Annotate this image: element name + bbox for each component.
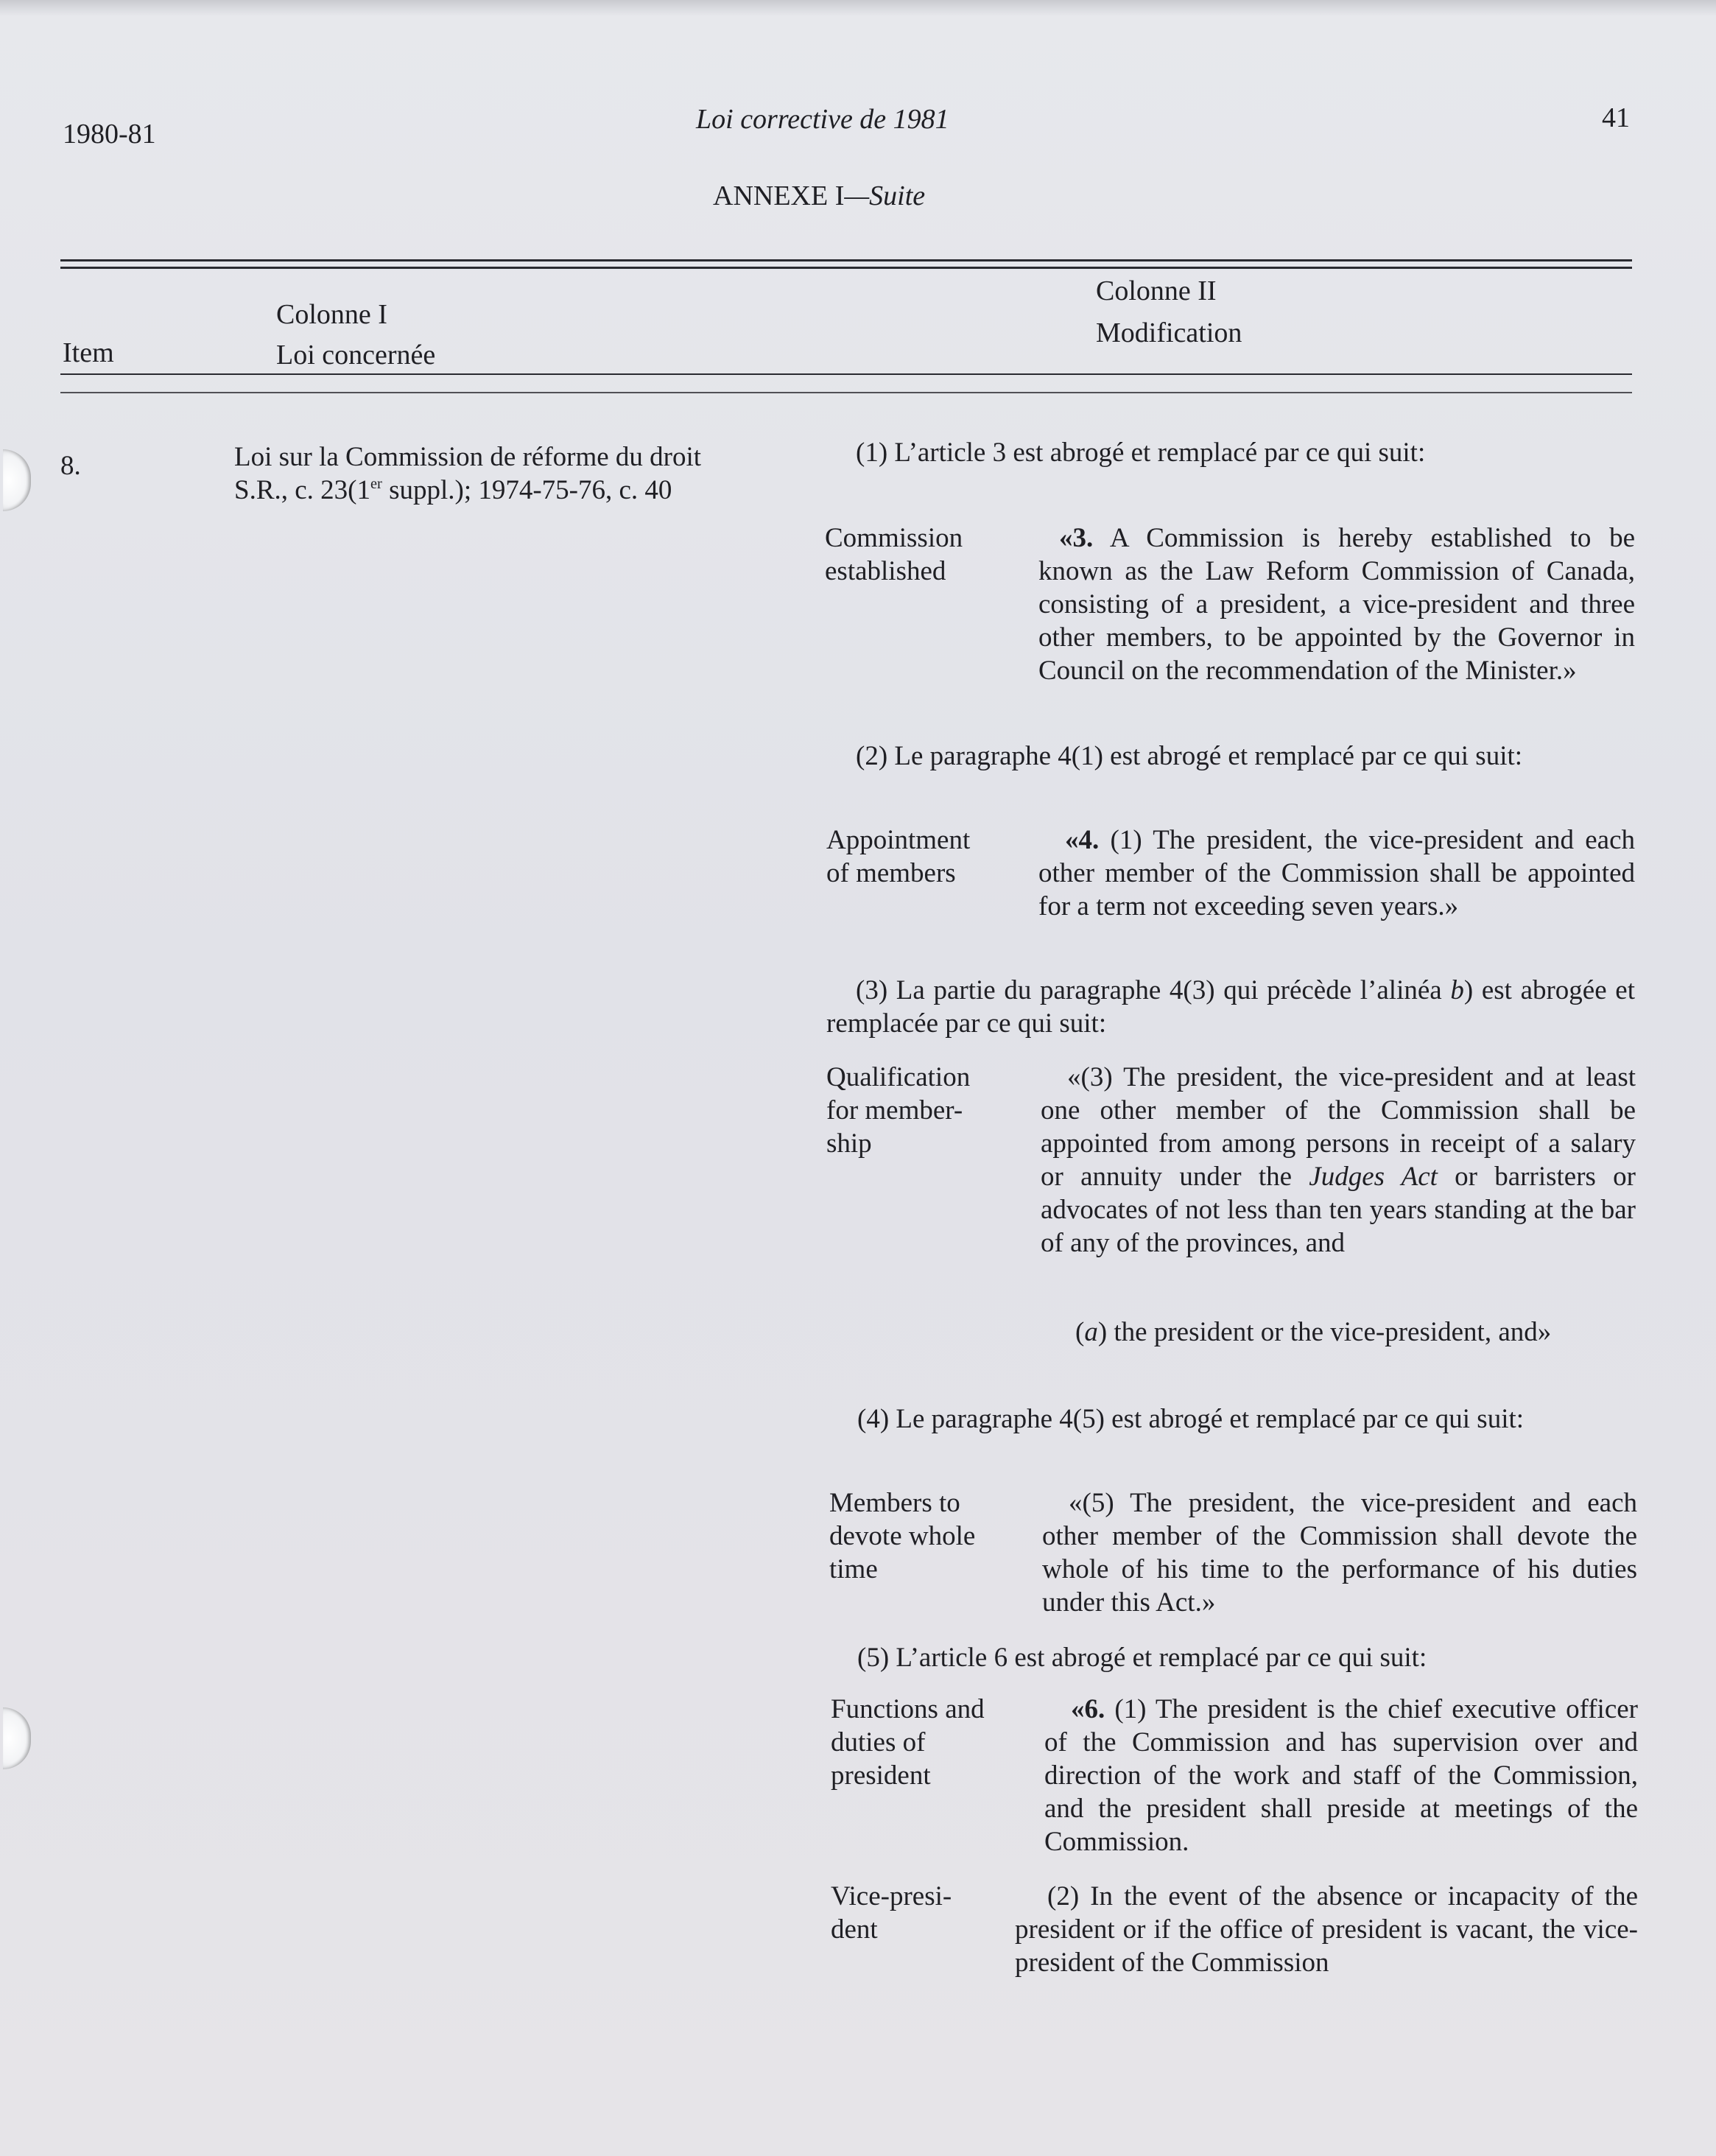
amendment-3-intro-after: ) est abrogée et remplacée par ce qui suit: [826, 975, 1635, 1039]
item-number: 8. [60, 451, 81, 481]
binder-hole-top [3, 449, 31, 511]
amendment-3-intro-italic: b [1450, 975, 1464, 1005]
amendment-5-text [1044, 1693, 1638, 1858]
amendment-2-intro: (2) Le paragraphe 4(1) est abrogé et remplacé par ce qui suit: [856, 741, 1523, 771]
column-header-col2-name: Modification [1096, 317, 1242, 348]
amendment-1-intro: (1) L’article 3 est abrogé et remplacé par ce qui suit: [856, 438, 1426, 468]
amendment-6-note: Vice-presi- dent [831, 1881, 952, 1945]
page-top-edge [0, 0, 1716, 16]
amendment-4-text: «(5) The president, the vice-president and each other member of the Commission shall devote the whole of his time to the performance of his duties under this Act.» [1042, 1488, 1637, 1618]
binder-hole-bottom [3, 1707, 31, 1769]
amendment-4-note: Members to devote whole time [829, 1488, 976, 1584]
amendment-1-text [1038, 522, 1635, 687]
amendment-2-note: Appointment of members [826, 825, 971, 888]
schedule-title-suffix: —Suite [844, 180, 926, 211]
amendment-2-body: (1) The president, the vice-president and each other member of the Commission shall be appointed for a term not exceeding seven years.» [1038, 825, 1635, 921]
item-citation [234, 474, 794, 507]
column-header-col1-name: Loi concernée [276, 340, 436, 371]
amendment-3-note: Qualification for member- ship [826, 1062, 971, 1159]
amendment-2-lead: «4. [1065, 825, 1100, 855]
item-act [234, 440, 794, 507]
amendment-5-note: Functions and duties of president [831, 1694, 985, 1791]
header-year: 1980-81 [63, 119, 156, 150]
schedule-title-main: ANNEXE I [713, 180, 845, 211]
amendment-1-note: Commission established [825, 523, 963, 586]
amendment-3-intro-before: (3) La partie du paragraphe 4(3) qui précède l’alinéa [856, 975, 1451, 1005]
amendment-3-para-text: ) the president or the vice-president, and» [1097, 1317, 1552, 1347]
amendment-3-para-letter: a [1084, 1317, 1098, 1347]
item-citation-suffix: suppl.); 1974-75-76, c. 40 [381, 475, 672, 505]
table-top-rule-double [60, 267, 1632, 269]
amendment-3-text-after: or barristers or advocates of not less than ten years standing at the bar of any of the provinces, and [1041, 1162, 1636, 1258]
column-header-col2-label: Colonne II [1096, 275, 1217, 306]
amendment-4-intro: (4) Le paragraphe 4(5) est abrogé et remplacé par ce qui suit: [857, 1404, 1525, 1434]
item-citation-sup: er [370, 475, 382, 492]
amendment-3-text-before: «(3) The president, the vice-president and at least one other member of the Commission shall be appointed from among persons in receipt of a salary or annuity under the [1041, 1062, 1636, 1192]
amendment-6-text: (2) In the event of the absence or incapacity of the president or if the office of president is vacant, the vice-president of the Commission [1015, 1881, 1638, 1978]
column-header-item: Item [63, 337, 114, 368]
schedule-title [713, 180, 925, 212]
amendment-1-lead: «3. [1059, 523, 1094, 553]
table-header-bottom-rule [60, 373, 1632, 375]
page-number: 41 [1602, 102, 1630, 133]
amendment-1-body: A Commission is hereby established to be known as the Law Reform Commission of Canada, consisting of a president, a vice-president and three other members, to be appointed by the Governor in Council on the recommendation of the Minister.» [1038, 523, 1635, 686]
item-citation-prefix: S.R., c. 23(1 [234, 475, 370, 505]
amendment-2-text [1038, 824, 1635, 923]
amendment-5-lead: «6. [1071, 1694, 1105, 1724]
table-body-top-rule [60, 392, 1632, 393]
amendment-3-text-italic: Judges Act [1309, 1162, 1438, 1192]
column-header-col1-label: Colonne I [276, 299, 387, 330]
amendment-3-paragraph-a [1075, 1316, 1636, 1349]
amendment-3-text [1041, 1061, 1636, 1260]
amendment-5-body: (1) The president is the chief executive officer of the Commission and has supervision over and direction of the work and staff of the Commission, and the president shall preside at meetings of the Commission. [1044, 1694, 1638, 1857]
table-top-rule [60, 259, 1632, 261]
item-act-name: Loi sur la Commission de réforme du droit [234, 442, 702, 472]
header-title: Loi corrective de 1981 [696, 104, 949, 135]
amendment-3-para-open: ( [1075, 1317, 1085, 1347]
amendment-3-intro [826, 974, 1635, 1040]
amendment-5-intro: (5) L’article 6 est abrogé et remplacé par ce qui suit: [857, 1643, 1427, 1673]
